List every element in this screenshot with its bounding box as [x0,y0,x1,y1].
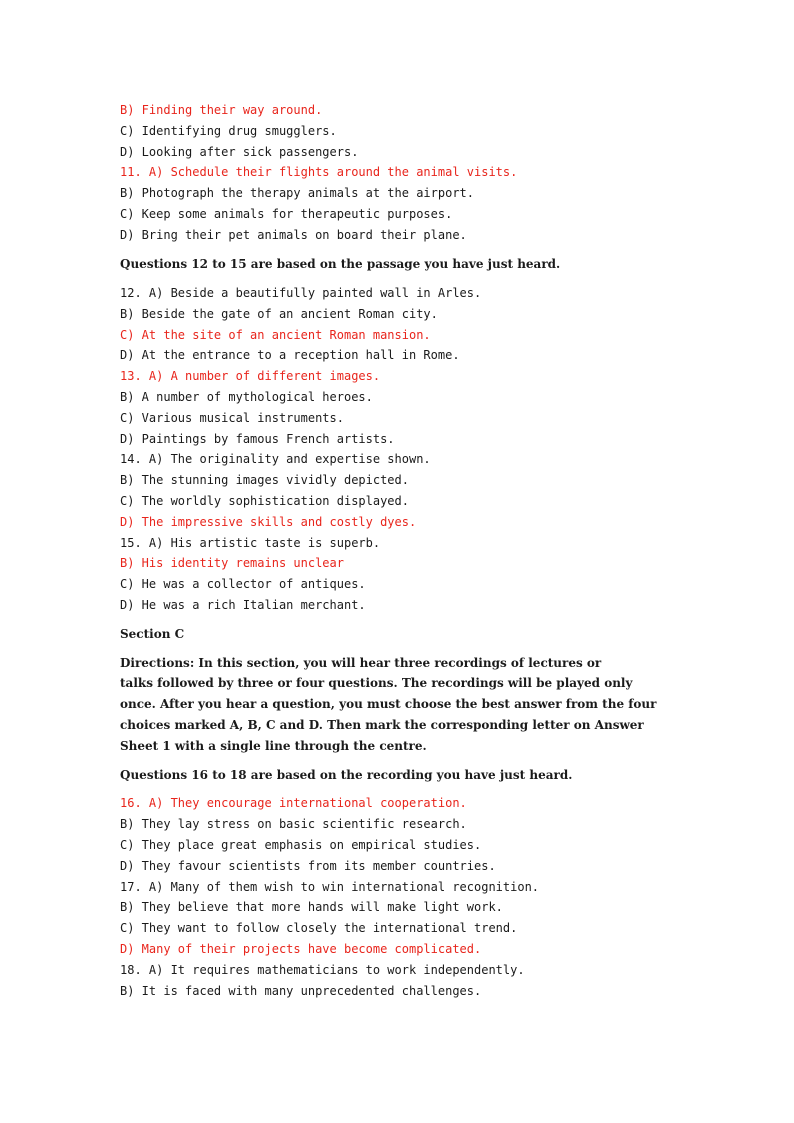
option-line: C) Identifying drug smugglers. [120,124,337,138]
option-line: C) The worldly sophistication displayed. [120,494,409,508]
option-line: B) Photograph the therapy animals at the airport. [120,186,475,200]
option-line: D) Many of their projects have become complicated. [120,942,482,956]
option-line: C) They place great emphasis on empirical studies. [120,838,482,852]
option-line: B) They lay stress on basic scientific research. [120,817,467,831]
option-line: D) At the entrance to a reception hall in Rome. [120,348,460,362]
option-line: C) At the site of an ancient Roman mansion. [120,328,431,342]
question-line: 15. A) His artistic taste is superb. [120,536,381,550]
directions-line: once. After you hear a question, you must choose the best answer from the four [120,697,657,711]
option-line: D) Paintings by famous French artists. [120,432,395,446]
option-line: C) He was a collector of antiques. [120,577,366,591]
directions-line: Sheet 1 with a single line through the centre. [120,739,427,753]
option-line: D) The impressive skills and costly dyes. [120,515,417,529]
option-line: B) The stunning images vividly depicted. [120,473,409,487]
question-line: 13. A) A number of different images. [120,369,381,383]
directions-line: Directions: In this section, you will hear three recordings of lectures or [120,656,602,670]
option-line: C) Keep some animals for therapeutic purposes. [120,207,453,221]
option-line: C) Various musical instruments. [120,411,344,425]
option-line: B) It is faced with many unprecedented challenges. [120,984,482,998]
option-line: D) Looking after sick passengers. [120,145,359,159]
section-heading: Questions 16 to 18 are based on the recording you have just heard. [120,768,573,782]
option-line: B) Finding their way around. [120,103,323,117]
question-line: 16. A) They encourage international cooperation. [120,796,467,810]
section-title: Section C [120,627,185,641]
question-line: 14. A) The originality and expertise shown. [120,452,431,466]
question-line: 18. A) It requires mathematicians to work independently. [120,963,525,977]
option-line: D) Bring their pet animals on board their plane. [120,228,467,242]
option-line: C) They want to follow closely the international trend. [120,921,518,935]
option-line: B) His identity remains unclear [120,556,344,570]
option-line: B) They believe that more hands will make light work. [120,900,503,914]
directions-line: choices marked A, B, C and D. Then mark the corresponding letter on Answer [120,718,644,732]
option-line: B) Beside the gate of an ancient Roman city. [120,307,438,321]
question-line: 11. A) Schedule their flights around the animal visits. [120,165,518,179]
question-line: 17. A) Many of them wish to win international recognition. [120,880,540,894]
option-line: D) They favour scientists from its member countries. [120,859,496,873]
question-line: 12. A) Beside a beautifully painted wall in Arles. [120,286,482,300]
option-line: B) A number of mythological heroes. [120,390,373,404]
section-heading: Questions 12 to 15 are based on the passage you have just heard. [120,257,561,271]
directions-line: talks followed by three or four questions. The recordings will be played only [120,676,633,690]
option-line: D) He was a rich Italian merchant. [120,598,366,612]
